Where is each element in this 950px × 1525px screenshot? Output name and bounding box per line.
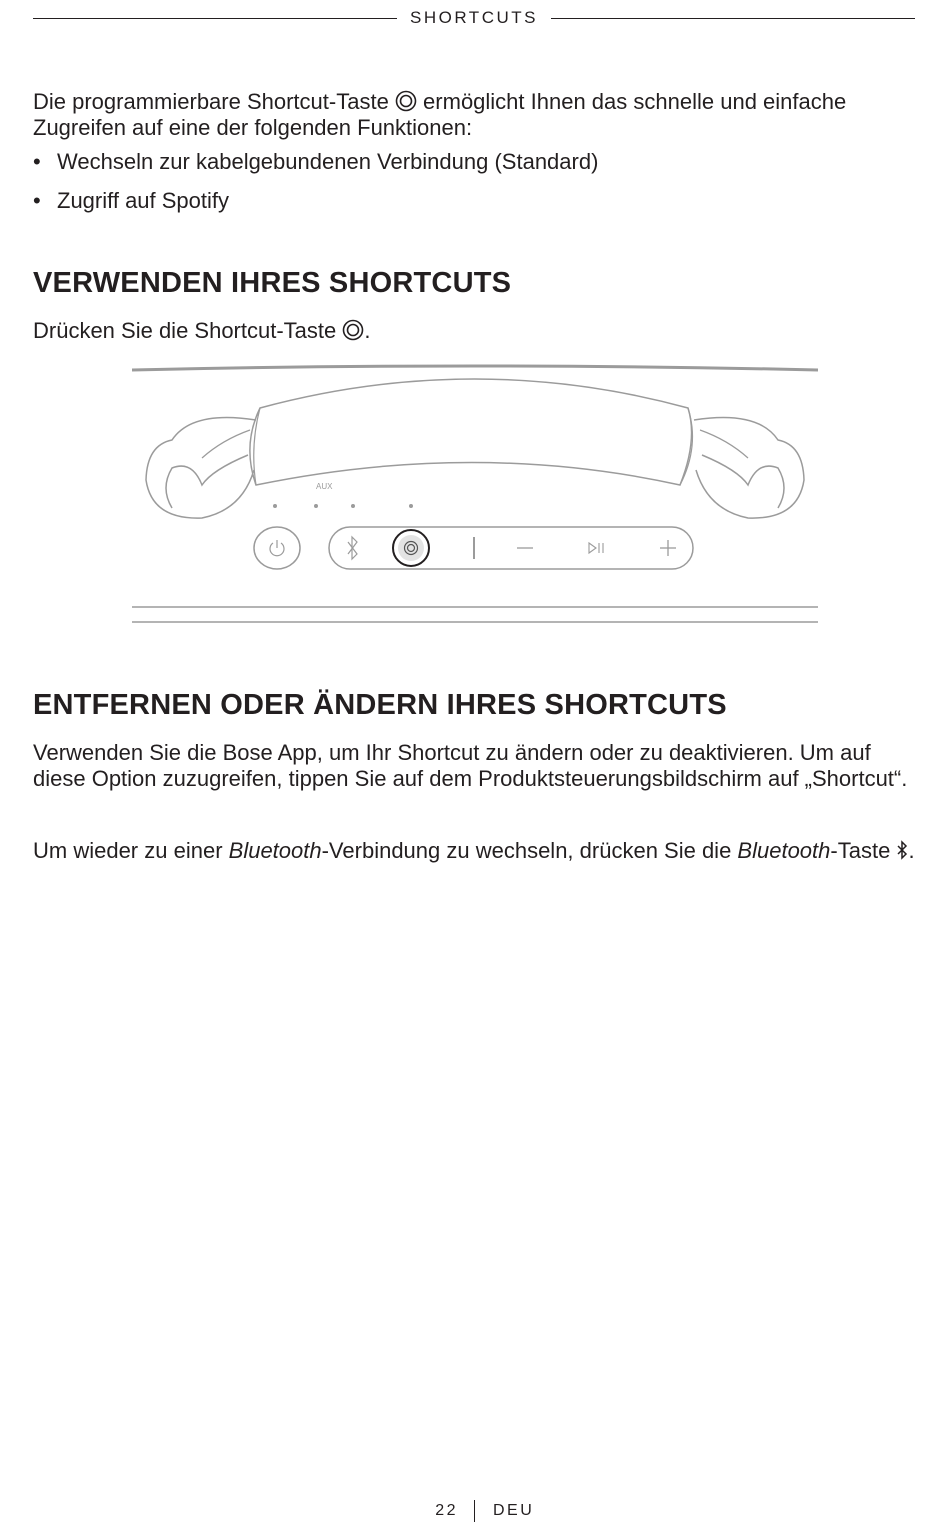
speaker-illustration — [132, 360, 818, 625]
header-rule-right — [551, 18, 915, 19]
shortcut-button-icon — [395, 90, 417, 112]
header-title: SHORTCUTS — [410, 8, 538, 27]
page-number: 22 — [435, 1502, 458, 1519]
footer-separator — [474, 1500, 475, 1522]
bullet-marker: • — [33, 188, 41, 213]
page-footer — [0, 1500, 950, 1524]
text-part: -Taste — [830, 838, 891, 863]
section2-heading-wrap — [33, 688, 915, 722]
section1-heading-wrap — [33, 266, 915, 300]
text-part: . — [908, 838, 915, 863]
play-pause-icon — [589, 543, 603, 553]
volume-up-icon — [660, 540, 676, 556]
section2-heading: ENTFERNEN ODER ÄNDERN IHRES SHORTCUTS — [33, 689, 727, 721]
section1-text-after: . — [364, 318, 371, 343]
bluetooth-icon — [348, 537, 357, 559]
intro-text-after: ermöglicht Ihnen das schnelle und einfache Zugreifen auf eine der folgenden Funktionen: — [33, 89, 847, 140]
list-item — [33, 188, 915, 214]
section1-text-before: Drücken Sie die Shortcut-Taste — [33, 318, 337, 343]
list-item — [33, 149, 915, 175]
section2-body-2 — [33, 838, 915, 864]
intro-paragraph — [33, 89, 915, 141]
language-code: DEU — [493, 1502, 535, 1519]
list-item-text: Zugriff auf Spotify — [57, 188, 230, 213]
bluetooth-term: Bluetooth — [737, 838, 831, 863]
section2-paragraph-1: Verwenden Sie die Bose App, um Ihr Shortcut zu ändern oder zu deaktivieren. Um auf diese Option zuzugreifen, tippen Sie auf dem Produktsteuerungsbildschirm auf „Shortcut“. — [33, 740, 908, 791]
power-icon — [254, 527, 300, 569]
section1-paragraph — [33, 318, 915, 344]
intro-section — [33, 89, 915, 227]
section2-paragraph-2 — [33, 838, 915, 864]
section2-body — [33, 740, 915, 792]
text-part: Um wieder zu einer — [33, 838, 229, 863]
shortcut-button-icon — [342, 319, 364, 341]
section1-body — [33, 318, 915, 344]
header-rule-left — [33, 18, 397, 19]
bullet-marker: • — [33, 149, 41, 174]
bluetooth-term: Bluetooth — [228, 838, 322, 863]
section1-heading: VERWENDEN IHRES SHORTCUTS — [33, 267, 512, 299]
list-item-text: Wechseln zur kabelgebundenen Verbindung (Standard) — [57, 149, 599, 174]
page-header — [33, 6, 915, 30]
bluetooth-icon — [896, 839, 908, 861]
intro-text-before: Die programmierbare Shortcut-Taste — [33, 89, 389, 114]
aux-label: AUX — [316, 482, 333, 491]
shortcut-button-icon — [393, 530, 429, 566]
feature-list — [33, 149, 915, 214]
text-part: -Verbindung zu wechseln, drücken Sie die — [321, 838, 738, 863]
